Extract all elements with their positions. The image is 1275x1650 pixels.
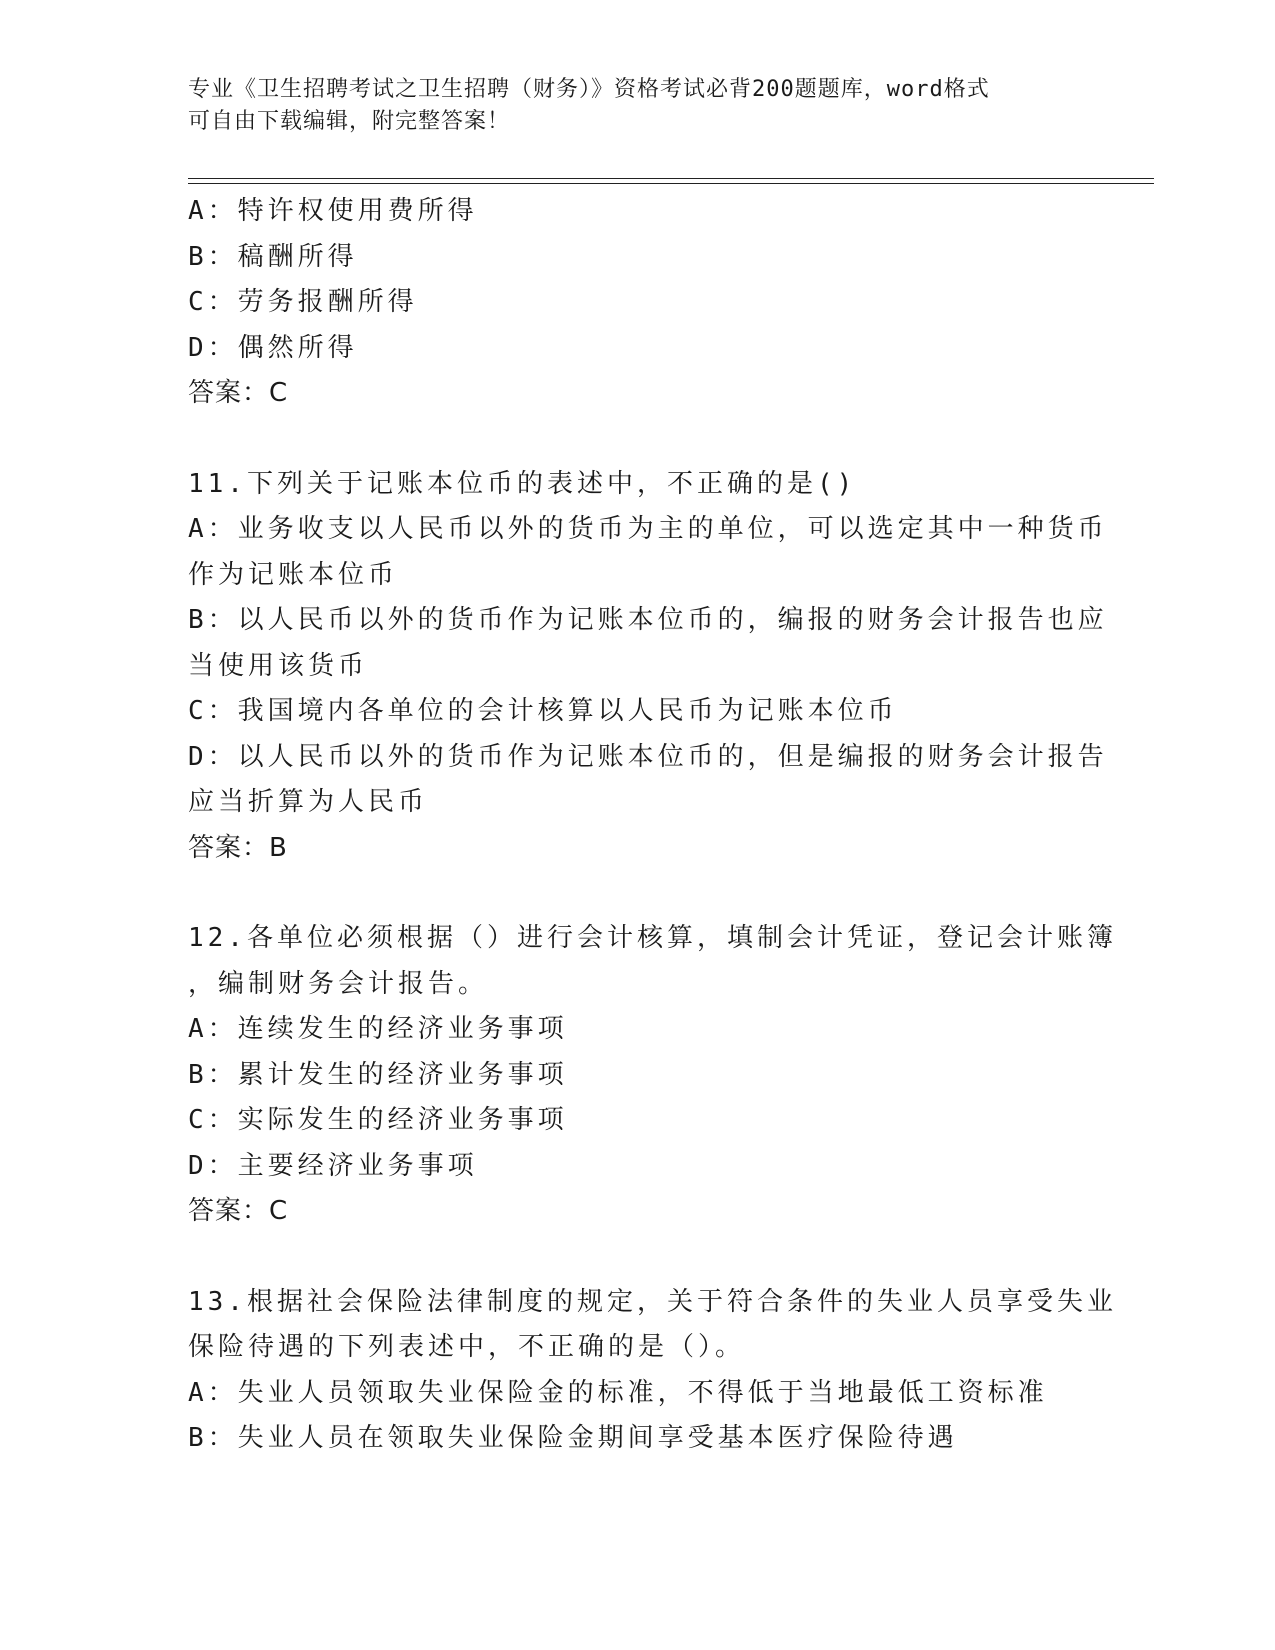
answer-text: 答案：C <box>188 1196 289 1226</box>
option-text: D：主要经济业务事项 <box>188 1150 478 1181</box>
question-text: 13.根据社会保险法律制度的规定，关于符合条件的失业人员享受失业 <box>188 1286 1117 1317</box>
question-text: 12.各单位必须根据（）进行会计核算，填制会计凭证，登记会计账簿 <box>188 923 1117 953</box>
option-text: A：连续发生的经济业务事项 <box>188 1014 568 1044</box>
question-text: ，编制财务会计报告。 <box>188 968 489 999</box>
block-spacer <box>188 871 1088 916</box>
option-text: B：以人民币以外的货币作为记账本位币的，编报的财务会计报告也应 <box>188 605 1108 635</box>
option-text: 当使用该货币 <box>188 650 369 681</box>
answer-text: 答案：B <box>188 832 288 863</box>
option-text: B：失业人员在领取失业保险金期间享受基本医疗保险待遇 <box>188 1423 958 1453</box>
option-text: C：实际发生的经济业务事项 <box>188 1105 568 1135</box>
header-title-line-1: 专业《卫生招聘考试之卫生招聘（财务）》资格考试必背200题题库，word格式 <box>188 77 990 102</box>
option-text: C：我国境内各单位的会计核算以人民币为记账本位币 <box>188 696 898 726</box>
question-block <box>188 916 1117 1235</box>
option-text: 应当折算为人民币 <box>188 787 429 817</box>
question-block <box>188 462 1108 872</box>
option-text: 作为记账本位币 <box>188 559 399 590</box>
question-list <box>188 189 1117 1462</box>
option-text: A：特许权使用费所得 <box>188 196 478 226</box>
header-divider-bottom <box>188 183 1154 184</box>
question-text: 11.下列关于记账本位币的表述中，不正确的是() <box>188 468 857 499</box>
option-text: D：以人民币以外的货币作为记账本位币的，但是编报的财务会计报告 <box>188 741 1108 772</box>
header-title-line-2: 可自由下载编辑，附完整答案！ <box>188 109 511 134</box>
question-block <box>188 189 1088 417</box>
option-text: B：累计发生的经济业务事项 <box>188 1059 568 1090</box>
option-text: A：业务收支以人民币以外的货币为主的单位，可以选定其中一种货币 <box>188 514 1108 544</box>
document-header <box>188 74 1068 138</box>
option-text: D：偶然所得 <box>188 332 358 363</box>
block-spacer <box>188 1235 1088 1280</box>
option-text: C：劳务报酬所得 <box>188 287 418 317</box>
question-text: 保险待遇的下列表述中，不正确的是（）。 <box>188 1332 746 1362</box>
option-text: B：稿酬所得 <box>188 241 358 272</box>
answer-text: 答案：C <box>188 378 289 408</box>
question-block <box>188 1280 1117 1462</box>
block-spacer <box>188 417 1088 462</box>
header-divider-top <box>188 178 1154 179</box>
option-text: A：失业人员领取失业保险金的标准，不得低于当地最低工资标准 <box>188 1377 1048 1408</box>
